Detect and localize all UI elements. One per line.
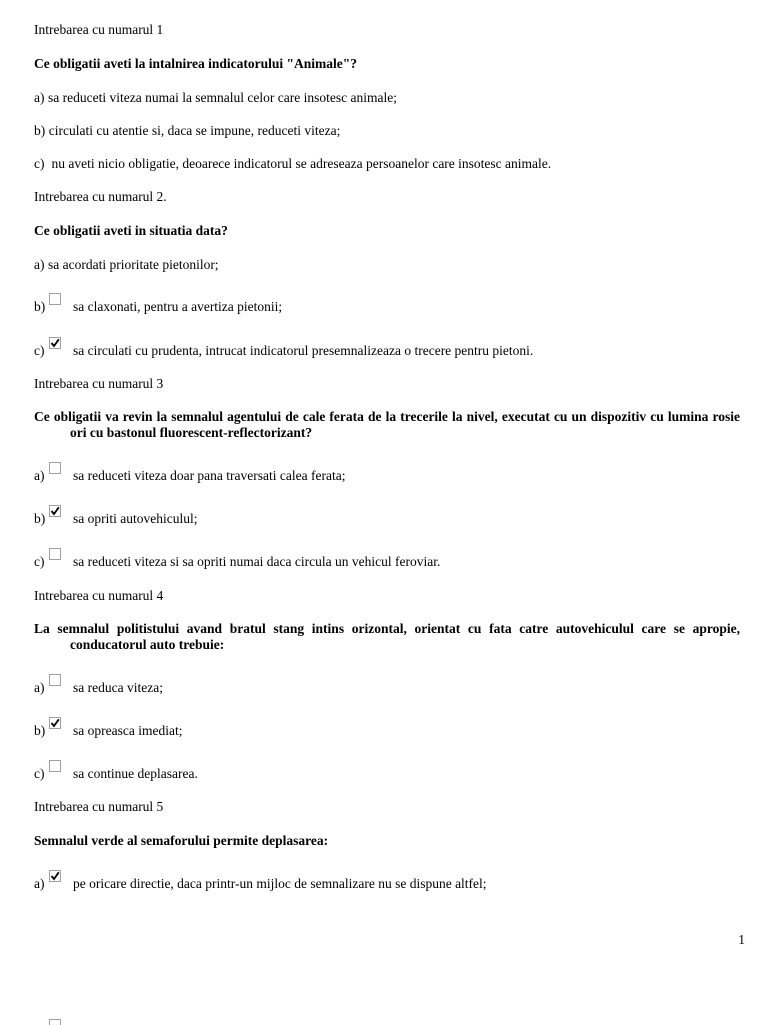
answer-option bbox=[34, 257, 219, 273]
answer-label: a) bbox=[34, 257, 45, 272]
answer-text: sa circulati cu prudenta, intrucat indicatorul presemnalizeaza o trecere pentru pietoni. bbox=[73, 343, 534, 358]
answer-text: sa reduca viteza; bbox=[73, 680, 163, 695]
answer-checkbox bbox=[49, 870, 61, 882]
answer-label: c) bbox=[34, 343, 45, 358]
answer-option bbox=[34, 299, 283, 315]
answer-text: sa opreasca imediat; bbox=[73, 723, 183, 738]
answer-option bbox=[34, 723, 183, 739]
answer-checkbox bbox=[49, 717, 61, 729]
question-header-text: Intrebarea cu numarul 1 bbox=[34, 22, 164, 37]
answer-text: sa claxonati, pentru a avertiza pietonii; bbox=[73, 299, 283, 314]
answer-option bbox=[34, 468, 346, 484]
answer-text: sa opriti autovehiculul; bbox=[73, 511, 198, 526]
answer-checkbox bbox=[49, 760, 61, 772]
answer-checkbox bbox=[49, 505, 61, 517]
page-number: 1 bbox=[738, 932, 745, 947]
question-text: La semnalul politistului avand bratul stang intins orizontal, orientat cu fata catre autovehiculul care se apropie, conducatorul auto trebuie: bbox=[34, 621, 740, 652]
answer-text: sa acordati prioritate pietonilor; bbox=[48, 257, 219, 272]
answer-checkbox bbox=[49, 337, 61, 349]
answer-label: b) bbox=[34, 299, 46, 314]
answer-option bbox=[34, 766, 198, 782]
answer-text: pe oricare directie, daca printr-un mijloc de semnalizare nu se dispune altfel; bbox=[73, 876, 487, 891]
question-header bbox=[34, 376, 163, 392]
question-text: Ce obligatii aveti la intalnirea indicatorului "Animale"? bbox=[34, 56, 357, 71]
answer-checkbox bbox=[49, 674, 61, 686]
answer-label: a) bbox=[34, 876, 45, 891]
answer-checkbox bbox=[49, 548, 61, 560]
answer-label: a) bbox=[34, 680, 45, 695]
answer-option bbox=[34, 876, 487, 892]
question-header-text: Intrebarea cu numarul 2. bbox=[34, 189, 167, 204]
question-header-text: Intrebarea cu numarul 3 bbox=[34, 376, 164, 391]
answer-text: sa reduceti viteza si sa opriti numai daca circula un vehicul feroviar. bbox=[73, 554, 441, 569]
answer-option bbox=[34, 156, 551, 172]
answer-option bbox=[34, 554, 441, 570]
answer-label: a) bbox=[34, 90, 45, 105]
question-header bbox=[34, 799, 163, 815]
question-header-text: Intrebarea cu numarul 5 bbox=[34, 799, 164, 814]
answer-label: b) bbox=[34, 723, 46, 738]
question-header bbox=[34, 22, 163, 38]
answer-label: b) bbox=[34, 123, 46, 138]
question-header bbox=[34, 189, 167, 205]
answer-option bbox=[34, 511, 198, 527]
answer-label: c) bbox=[34, 554, 45, 569]
answer-text: circulati cu atentie si, daca se impune, reduceti viteza; bbox=[48, 123, 341, 138]
answer-text: sa continue deplasarea. bbox=[73, 766, 198, 781]
answer-label: b) bbox=[34, 511, 46, 526]
question-text: Ce obligatii aveti in situatia data? bbox=[34, 223, 228, 238]
next-page-checkbox-fragment bbox=[49, 1019, 61, 1025]
answer-option bbox=[34, 680, 163, 696]
answer-option bbox=[34, 343, 534, 359]
question-text: Semnalul verde al semaforului permite deplasarea: bbox=[34, 833, 329, 848]
answer-option bbox=[34, 90, 397, 106]
answer-label: a) bbox=[34, 468, 45, 483]
answer-checkbox bbox=[49, 293, 61, 305]
answer-label: c) bbox=[34, 156, 45, 171]
answer-label: c) bbox=[34, 766, 45, 781]
answer-option bbox=[34, 123, 340, 139]
answer-text: sa reduceti viteza doar pana traversati calea ferata; bbox=[73, 468, 346, 483]
question-header-text: Intrebarea cu numarul 4 bbox=[34, 588, 164, 603]
answer-text: nu aveti nicio obligatie, deoarece indicatorul se adreseaza persoanelor care insotesc animale. bbox=[51, 156, 552, 171]
answer-checkbox bbox=[49, 462, 61, 474]
question-text: Ce obligatii va revin la semnalul agentului de cale ferata de la trecerile la nivel, executat cu un dispozitiv cu lumina rosie ori cu bastonul fluorescent-reflectorizant? bbox=[34, 409, 740, 440]
question-header bbox=[34, 588, 163, 604]
answer-text: sa reduceti viteza numai la semnalul celor care insotesc animale; bbox=[48, 90, 397, 105]
